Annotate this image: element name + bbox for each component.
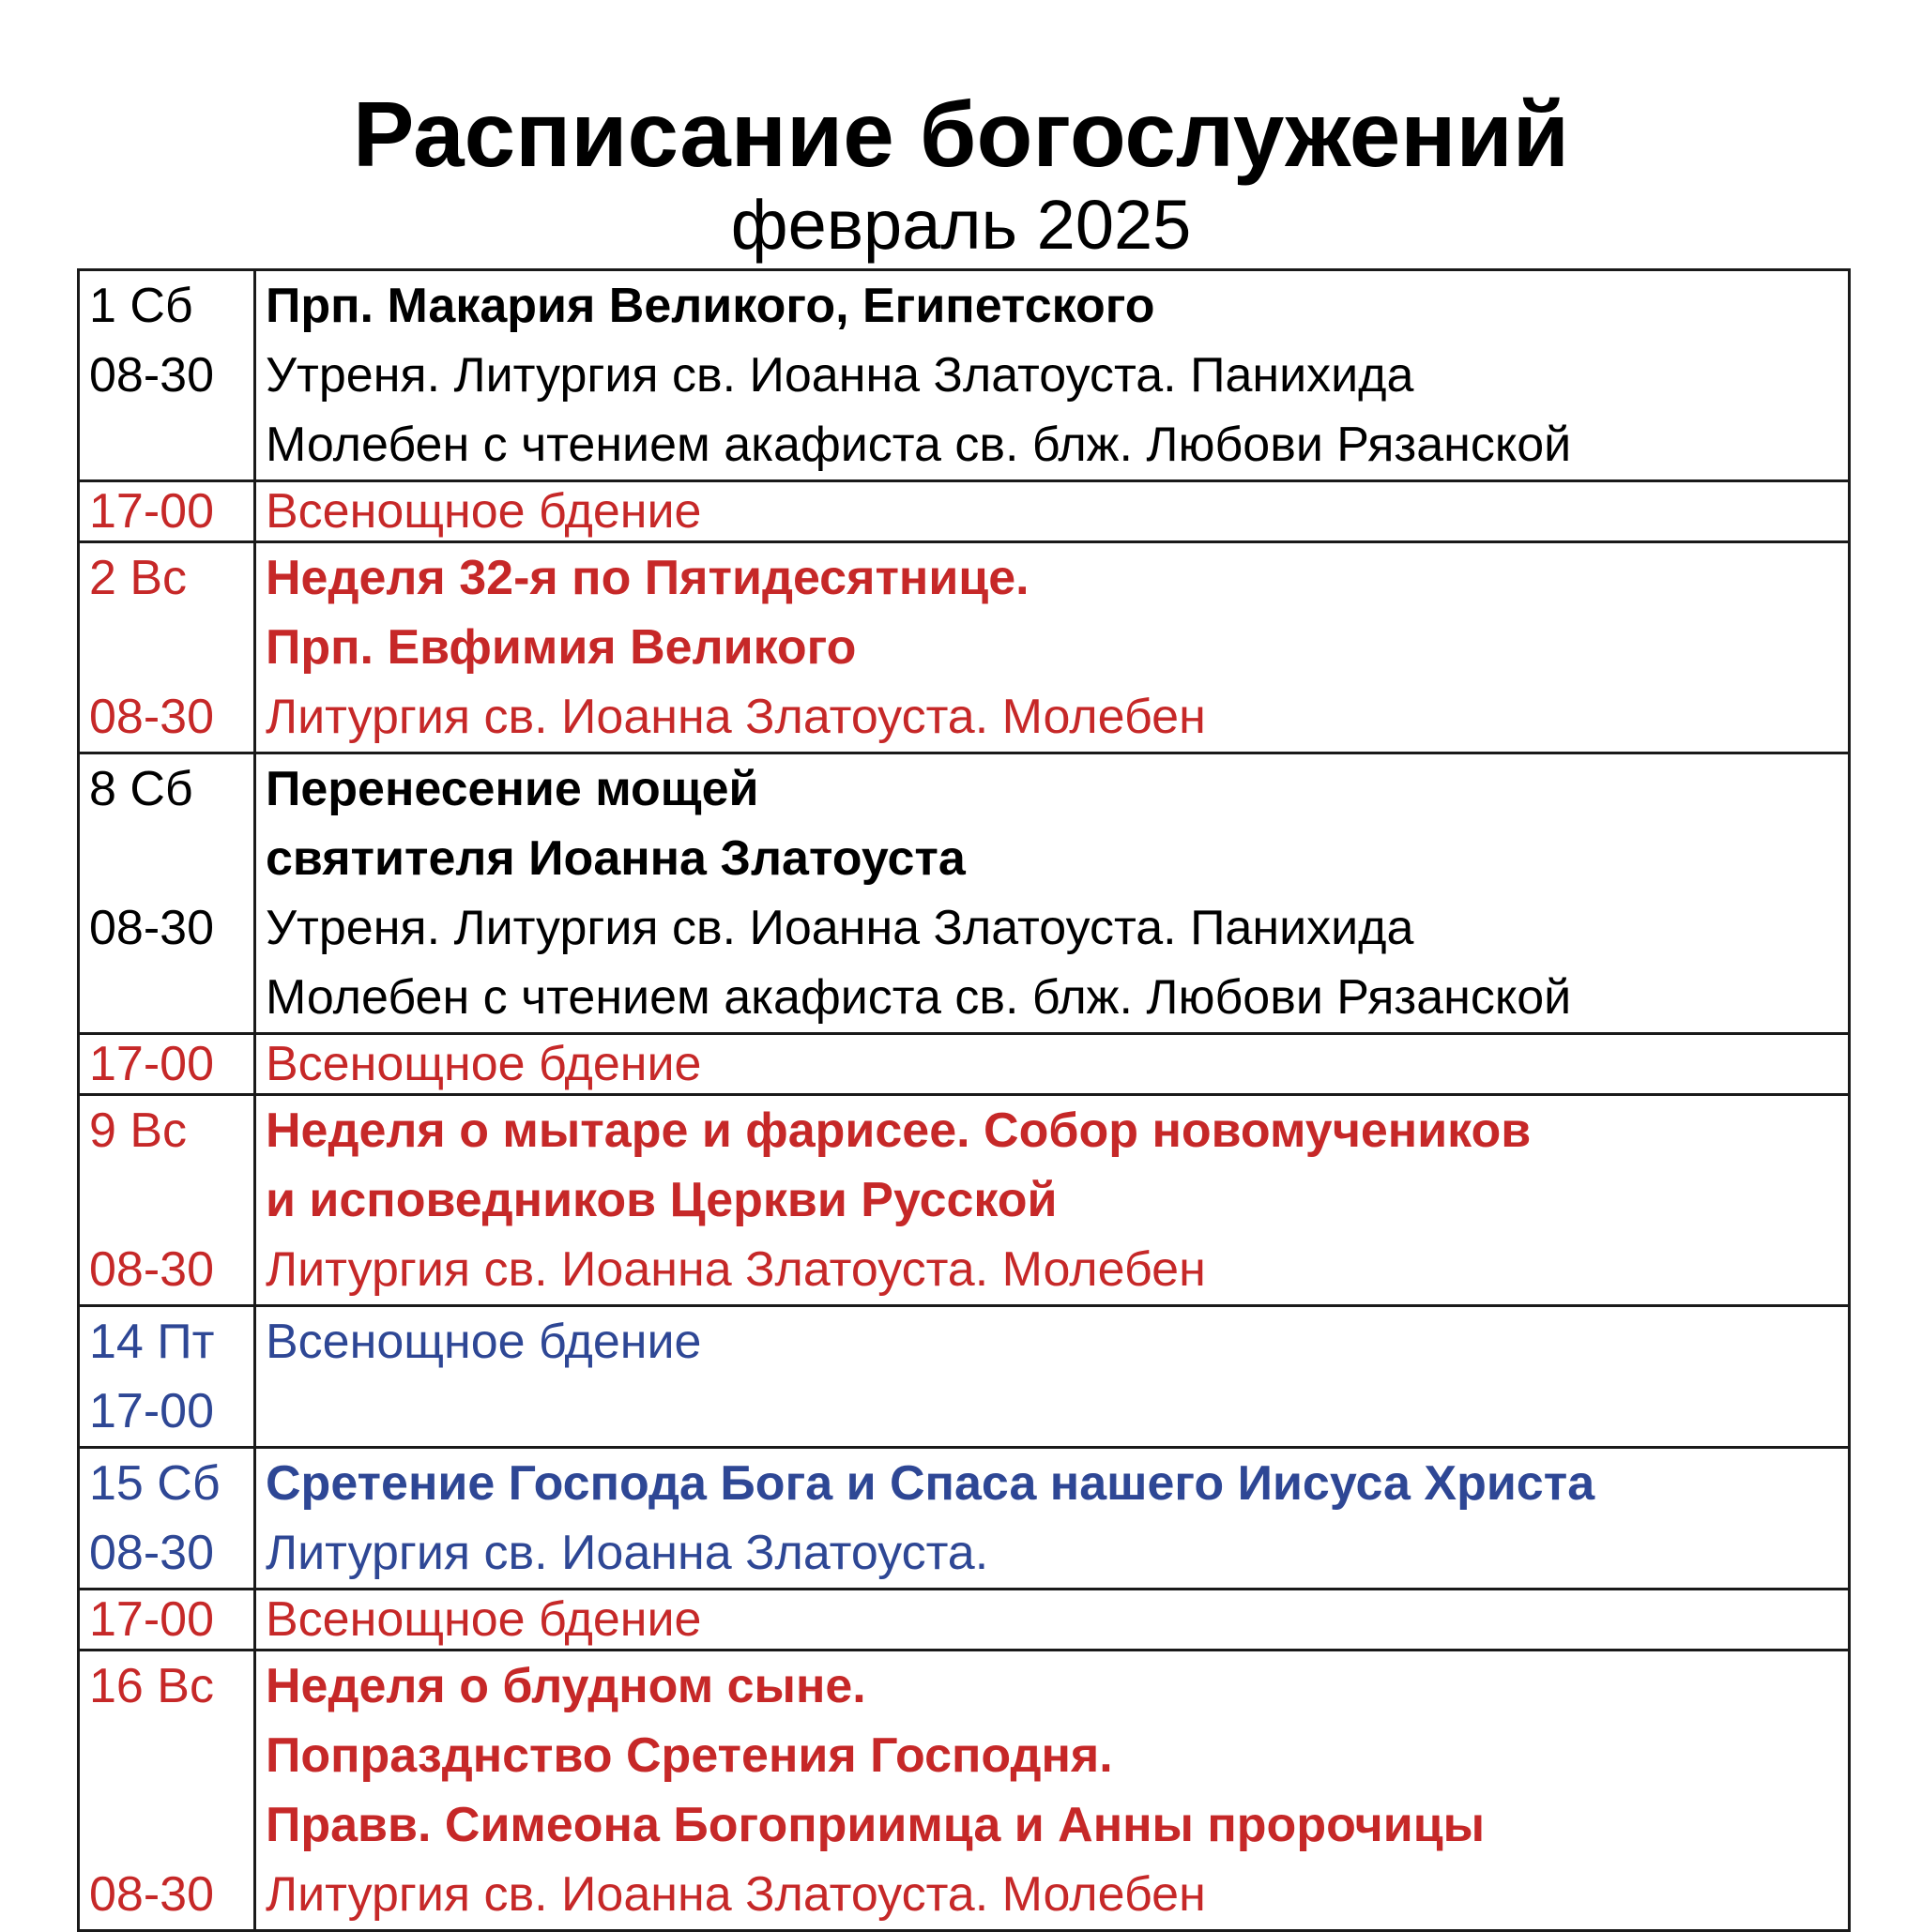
date-label: 9 Вс <box>89 1103 188 1158</box>
schedule-row <box>79 1590 1850 1651</box>
service-cell <box>255 1651 1850 1931</box>
spacer <box>89 824 253 893</box>
schedule-row <box>79 481 1850 542</box>
date-time-cell <box>79 1448 255 1590</box>
page-subtitle: февраль 2025 <box>730 186 1192 264</box>
service-text: Литургия св. Иоанна Златоуста. <box>266 1526 989 1580</box>
time-label: 17-00 <box>89 484 214 539</box>
schedule-row <box>79 1651 1850 1931</box>
service-cell <box>255 1095 1850 1306</box>
service-cell <box>255 1306 1850 1448</box>
spacer <box>89 1165 253 1235</box>
date-time-cell <box>79 481 255 542</box>
feast-title: Перенесение мощей <box>266 762 759 816</box>
service-text: Всенощное бдение <box>266 1315 702 1369</box>
time-label: 08-30 <box>89 1867 214 1922</box>
service-text: Всенощное бдение <box>266 1037 702 1091</box>
feast-title: Неделя 32-я по Пятидесятнице. <box>266 551 1030 605</box>
feast-title: Прп. Евфимия Великого <box>266 620 857 675</box>
date-time-cell <box>79 1095 255 1306</box>
service-text: Литургия св. Иоанна Златоуста. Молебен <box>266 690 1206 744</box>
date-time-cell <box>79 1306 255 1448</box>
service-text: Литургия св. Иоанна Златоуста. Молебен <box>266 1242 1206 1297</box>
date-label: 14 Пт <box>89 1315 215 1369</box>
time-label: 08-30 <box>89 690 214 744</box>
date-time-cell <box>79 1651 255 1931</box>
time-label: 17-00 <box>89 1037 214 1091</box>
spacer <box>89 963 253 1032</box>
service-text: Молебен с чтением акафиста св. блж. Любови Рязанской <box>266 970 1572 1025</box>
service-text: Утреня. Литургия св. Иоанна Златоуста. Панихида <box>266 348 1414 403</box>
spacer <box>89 1721 253 1790</box>
date-time-cell <box>79 542 255 753</box>
date-label: 2 Вс <box>89 551 188 605</box>
service-text: Утреня. Литургия св. Иоанна Златоуста. Панихида <box>266 901 1414 955</box>
date-label: 15 Сб <box>89 1456 221 1511</box>
feast-title: святителя Иоанна Златоуста <box>266 831 966 886</box>
time-label: 08-30 <box>89 348 214 403</box>
date-label: 16 Вс <box>89 1659 214 1713</box>
page-title: Расписание богослужений <box>353 83 1569 186</box>
spacer <box>89 613 253 682</box>
service-text: Всенощное бдение <box>266 1592 702 1647</box>
spacer <box>89 1790 253 1860</box>
service-text: Всенощное бдение <box>266 484 702 539</box>
date-time-cell <box>79 1590 255 1651</box>
service-cell <box>255 753 1850 1034</box>
feast-title: и исповедников Церкви Русской <box>266 1173 1058 1227</box>
service-cell <box>255 270 1850 481</box>
service-cell <box>255 1448 1850 1590</box>
service-cell <box>255 1034 1850 1095</box>
date-label: 8 Сб <box>89 762 193 816</box>
schedule-row <box>79 1034 1850 1095</box>
time-label: 08-30 <box>89 901 214 955</box>
feast-title: Неделя о блудном сыне. <box>266 1659 866 1713</box>
service-cell <box>255 542 1850 753</box>
service-text: Молебен с чтением акафиста св. блж. Любови Рязанской <box>266 418 1572 472</box>
schedule-row <box>79 1306 1850 1448</box>
date-time-cell <box>79 1034 255 1095</box>
time-label: 08-30 <box>89 1242 214 1297</box>
feast-title: Неделя о мытаре и фарисее. Собор новомучеников <box>266 1103 1532 1158</box>
schedule-row <box>79 753 1850 1034</box>
schedule-row <box>79 1448 1850 1590</box>
date-time-cell <box>79 270 255 481</box>
date-label: 1 Сб <box>89 279 193 333</box>
service-cell <box>255 481 1850 542</box>
service-text: Литургия св. Иоанна Златоуста. Молебен <box>266 1867 1206 1922</box>
time-label: 17-00 <box>89 1384 214 1438</box>
schedule-row <box>79 542 1850 753</box>
feast-title: Сретение Господа Бога и Спаса нашего Иисуса Христа <box>266 1456 1595 1511</box>
spacer <box>266 1377 1848 1446</box>
feast-title: Попразднство Сретения Господня. <box>266 1728 1113 1783</box>
time-label: 17-00 <box>89 1592 214 1647</box>
feast-title: Правв. Симеона Богоприимца и Анны пророчицы <box>266 1798 1486 1852</box>
date-time-cell <box>79 753 255 1034</box>
schedule-row <box>79 270 1850 481</box>
schedule-table <box>77 268 1851 1932</box>
schedule-row <box>79 1095 1850 1306</box>
service-cell <box>255 1590 1850 1651</box>
feast-title: Прп. Макария Великого, Египетского <box>266 279 1155 333</box>
time-label: 08-30 <box>89 1526 214 1580</box>
